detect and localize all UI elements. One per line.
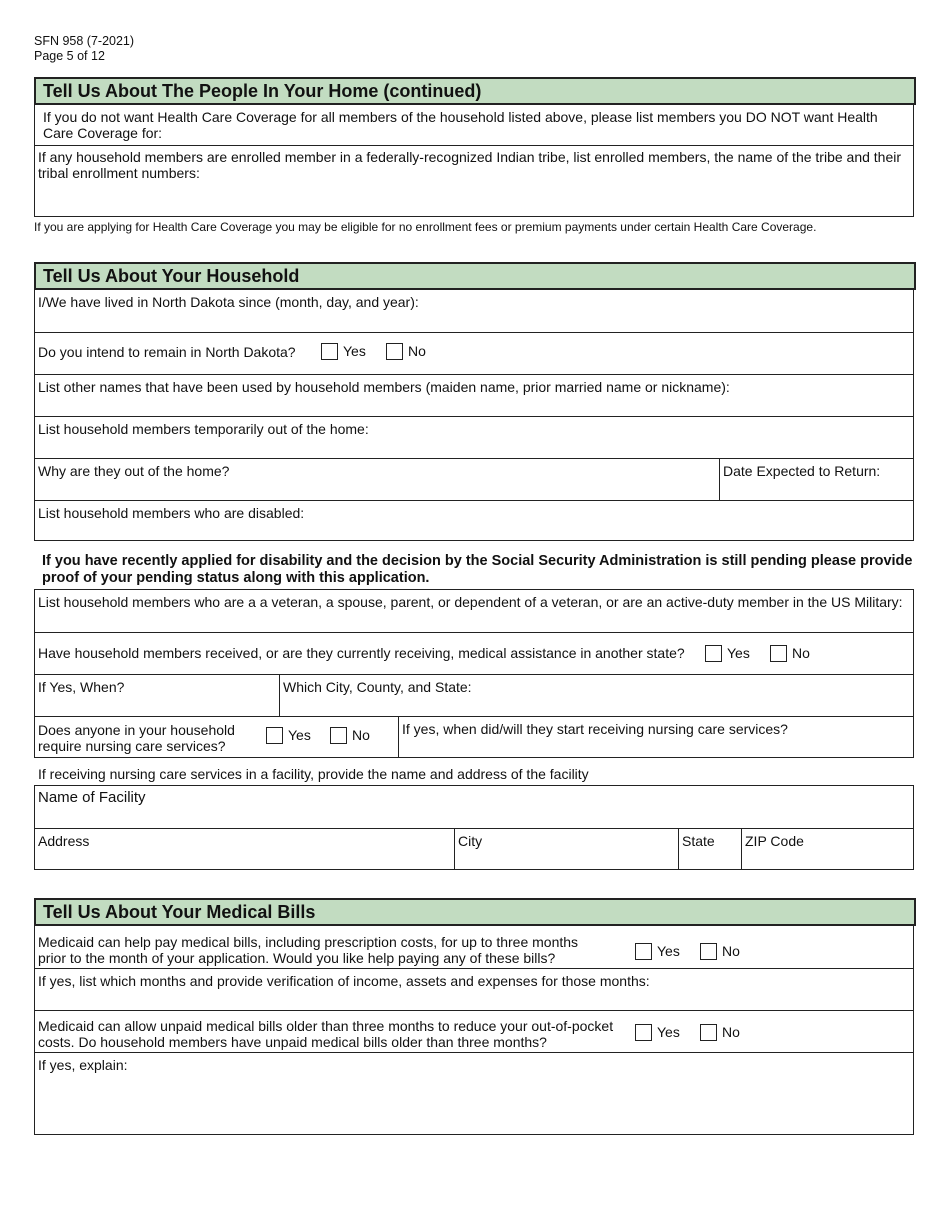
medical-box [34, 925, 914, 1135]
facility-box [34, 785, 914, 870]
help-pay-row [35, 926, 913, 968]
date-return-field[interactable] [719, 459, 913, 500]
help-pay-label: Medicaid can help pay medical bills, including prescription costs, for up to three months prior to the month of your application. Would you like help paying any of these bills? [38, 934, 579, 966]
no-coverage-row[interactable] [35, 105, 913, 145]
remain-row [35, 332, 913, 374]
state-label: State [682, 833, 715, 849]
facility-note: If receiving nursing care services in a facility, provide the name and address of the facility [38, 766, 589, 782]
nursing-no-label: No [352, 727, 370, 743]
nursing-yes-checkbox[interactable] [266, 727, 283, 744]
city-label: City [458, 833, 483, 849]
no-coverage-label: If you do not want Health Care Coverage for all members of the household listed above, please list members you DO NOT want Health Care Coverage for: [43, 109, 878, 141]
nursing-yes-label: Yes [288, 727, 311, 743]
other-state-row [35, 632, 913, 674]
city-field[interactable] [454, 829, 678, 870]
people-box [34, 104, 914, 217]
explain-label: If yes, explain: [38, 1057, 128, 1073]
household-box-1 [34, 289, 914, 541]
remain-no-checkbox[interactable] [386, 343, 403, 360]
remain-no-label: No [408, 343, 426, 359]
household-box-2 [34, 589, 914, 758]
nursing-no-option[interactable] [330, 726, 370, 744]
why-out-label: Why are they out of the home? [38, 463, 230, 479]
nursing-no-checkbox[interactable] [330, 727, 347, 744]
explain-row[interactable] [35, 1052, 913, 1135]
veteran-label: List household members who are a a veteran, a spouse, parent, or dependent of a veteran, or are an active-duty member in the US Military: [38, 594, 903, 610]
facility-address-row [35, 828, 913, 870]
disabled-label: List household members who are disabled: [38, 505, 305, 521]
help-pay-no-checkbox[interactable] [700, 943, 717, 960]
other-state-yes-option[interactable] [705, 644, 750, 662]
tribe-row[interactable] [35, 145, 913, 217]
nursing-start-label: If yes, when did/will they start receiving nursing care services? [402, 721, 788, 737]
nursing-row [35, 716, 913, 758]
unpaid-yes-checkbox[interactable] [635, 1024, 652, 1041]
other-state-no-option[interactable] [770, 644, 810, 662]
state-field[interactable] [678, 829, 741, 870]
nursing-yes-option[interactable] [266, 726, 311, 744]
medical-section-header: Tell Us About Your Medical Bills [34, 898, 916, 926]
if-yes-when-field[interactable] [35, 675, 279, 716]
other-state-label: Have household members received, or are they currently receiving, medical assistance in another state? [38, 645, 685, 661]
disability-note: If you have recently applied for disability and the decision by the Social Security Administration is still pending please provide proof of your pending status along with this application. [42, 553, 913, 586]
date-return-label: Date Expected to Return: [723, 463, 881, 479]
lived-since-row[interactable] [35, 290, 913, 332]
page-label: Page 5 of 12 [34, 49, 105, 63]
city-county-state-label: Which City, County, and State: [283, 679, 472, 695]
months-label: If yes, list which months and provide verification of income, assets and expenses for those months: [38, 973, 650, 989]
months-row[interactable] [35, 968, 913, 1010]
help-pay-yes-checkbox[interactable] [635, 943, 652, 960]
zip-field[interactable] [741, 829, 913, 870]
help-pay-no-label: No [722, 943, 740, 959]
address-label: Address [38, 833, 90, 849]
temp-out-row[interactable] [35, 416, 913, 458]
zip-label: ZIP Code [745, 833, 804, 849]
temp-out-label: List household members temporarily out of the home: [38, 421, 369, 437]
other-names-row[interactable] [35, 374, 913, 416]
coverage-note: If you are applying for Health Care Coverage you may be eligible for no enrollment fees or premium payments under certain Health Care Coverage. [34, 220, 817, 234]
when-where-row [35, 674, 913, 716]
unpaid-no-checkbox[interactable] [700, 1024, 717, 1041]
unpaid-label: Medicaid can allow unpaid medical bills older than three months to reduce your out-of-pocket costs. Do household members have unpaid medical bills older than three months? [38, 1018, 614, 1050]
why-out-row [35, 458, 913, 500]
unpaid-no-label: No [722, 1024, 740, 1040]
other-state-yes-label: Yes [727, 645, 750, 661]
why-out-field[interactable] [35, 459, 719, 500]
remain-yes-option[interactable] [321, 342, 366, 360]
other-state-no-checkbox[interactable] [770, 645, 787, 662]
unpaid-yes-label: Yes [657, 1024, 680, 1040]
people-section-header: Tell Us About The People In Your Home (continued) [34, 77, 916, 105]
lived-since-label: I/We have lived in North Dakota since (month, day, and year): [38, 294, 419, 310]
if-yes-when-label: If Yes, When? [38, 679, 125, 695]
city-county-state-field[interactable] [279, 675, 913, 716]
unpaid-yes-option[interactable] [635, 1023, 680, 1041]
remain-label: Do you intend to remain in North Dakota? [38, 344, 296, 360]
facility-name-row[interactable] [35, 786, 913, 828]
disabled-row[interactable] [35, 500, 913, 542]
facility-name-label: Name of Facility [38, 789, 146, 806]
help-pay-yes-label: Yes [657, 943, 680, 959]
unpaid-no-option[interactable] [700, 1023, 740, 1041]
help-pay-no-option[interactable] [700, 942, 740, 960]
other-names-label: List other names that have been used by household members (maiden name, prior married name or nickname): [38, 379, 730, 395]
unpaid-row [35, 1010, 913, 1052]
household-section-header: Tell Us About Your Household [34, 262, 916, 290]
other-state-no-label: No [792, 645, 810, 661]
form-id [34, 34, 134, 64]
other-state-yes-checkbox[interactable] [705, 645, 722, 662]
remain-no-option[interactable] [386, 342, 426, 360]
tribe-label: If any household members are enrolled member in a federally-recognized Indian tribe, list enrolled members, the name of the tribe and their tribal enrollment numbers: [38, 149, 902, 181]
veteran-row[interactable] [35, 590, 913, 632]
nursing-label: Does anyone in your household require nursing care services? [38, 722, 235, 754]
remain-yes-checkbox[interactable] [321, 343, 338, 360]
help-pay-yes-option[interactable] [635, 942, 680, 960]
address-field[interactable] [35, 829, 454, 870]
form-number: SFN 958 (7-2021) [34, 34, 135, 48]
nursing-start-field[interactable] [398, 717, 913, 758]
remain-yes-label: Yes [343, 343, 366, 359]
